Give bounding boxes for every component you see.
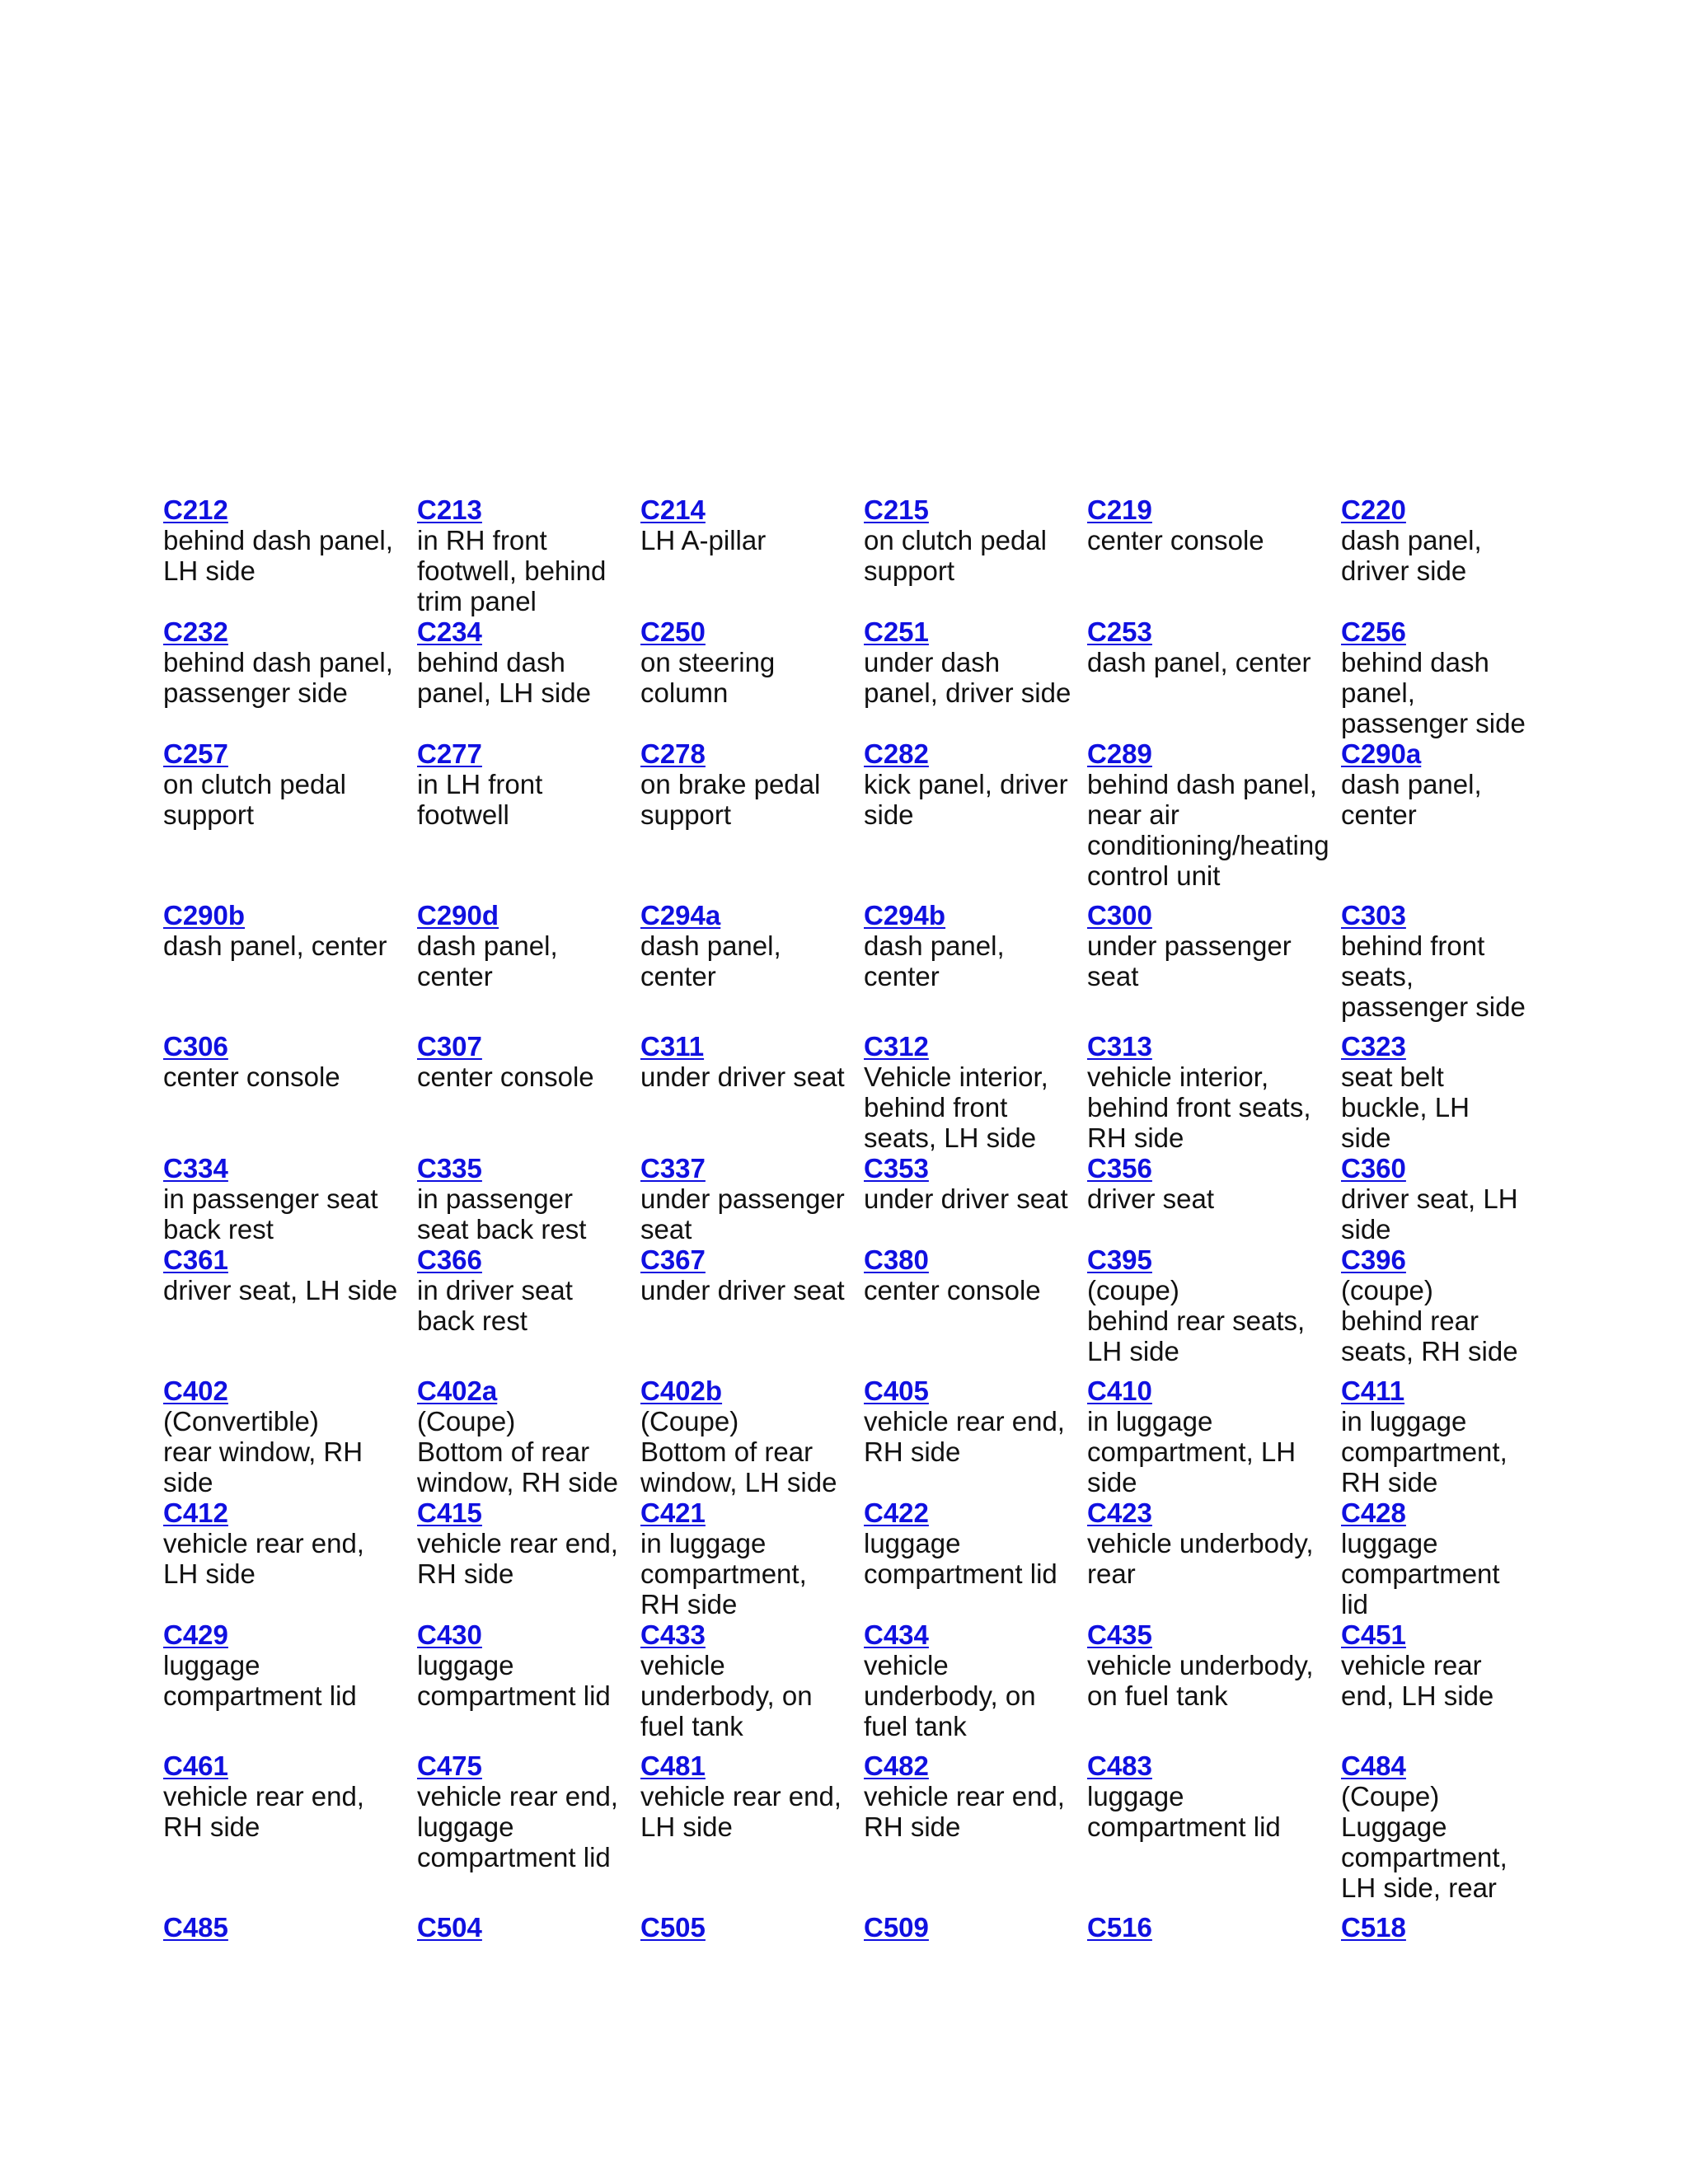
connector-cell [163,494,417,616]
connector-location: (Convertible) rear window, RH side [163,1406,363,1497]
connector-cell [417,1244,640,1376]
connector-cell [640,1244,864,1376]
connector-cell [864,1619,1087,1750]
connector-cell [1087,1153,1341,1244]
connector-cell [1341,1912,1531,1943]
connector-cell [1341,1497,1531,1619]
connector-cell [1341,738,1531,900]
connector-cell [1087,1497,1341,1619]
connector-cell [163,616,417,738]
connector-link[interactable]: C483 [1087,1750,1152,1781]
connector-location: vehicle underbody, on fuel tank [864,1650,1036,1741]
connector-link[interactable]: C353 [864,1153,929,1183]
connector-link[interactable]: C518 [1341,1912,1406,1943]
connector-cell [163,1912,417,1943]
connector-link[interactable]: C300 [1087,900,1152,930]
connector-link[interactable]: C430 [417,1619,482,1650]
connector-link[interactable]: C232 [163,616,228,647]
connector-link[interactable]: C380 [864,1244,929,1275]
connector-link[interactable]: C451 [1341,1619,1406,1650]
connector-location: dash panel, center [163,930,387,961]
connector-location: vehicle rear end, RH side [864,1406,1065,1467]
connector-location: luggage compartment lid [163,1650,357,1711]
connector-location: luggage compartment lid [1341,1528,1500,1619]
connector-location: vehicle rear end, LH side [163,1528,364,1589]
connector-location: on brake pedal support [640,769,821,830]
connector-cell [640,494,864,616]
connector-link[interactable]: C435 [1087,1619,1152,1650]
connector-cell [417,1376,640,1497]
connector-cell [417,900,640,1031]
connector-cell [1087,1750,1341,1912]
connector-link[interactable]: C402b [640,1376,723,1406]
connector-link[interactable]: C307 [417,1031,482,1062]
connector-cell [864,1031,1087,1153]
connector-cell [163,1153,417,1244]
connector-location: dash panel, center [1341,769,1482,830]
connector-link[interactable]: C257 [163,738,228,769]
connector-location: Vehicle interior, behind front seats, LH side [864,1062,1048,1153]
connector-location: under driver seat [640,1275,845,1305]
connector-link[interactable]: C509 [864,1912,929,1943]
connector-location: in LH front footwell [417,769,543,830]
connector-link[interactable]: C277 [417,738,482,769]
connector-location: luggage compartment lid [864,1528,1057,1589]
connector-cell [417,1031,640,1153]
connector-location: in passenger seat back rest [163,1183,378,1244]
connector-location: (coupe) behind rear seats, LH side [1087,1275,1306,1366]
connector-link[interactable]: C220 [1341,494,1406,525]
connector-cell [163,1750,417,1912]
connector-link[interactable]: C323 [1341,1031,1406,1062]
connector-cell [1341,616,1531,738]
connector-link[interactable]: C215 [864,494,929,525]
connector-location: on clutch pedal support [864,525,1047,586]
connector-link[interactable]: C475 [417,1750,482,1781]
connector-cell [1341,1153,1531,1244]
connector-cell [1087,1244,1341,1376]
connector-link[interactable]: C516 [1087,1912,1152,1943]
connector-cell [864,1750,1087,1912]
connector-cell [1087,1912,1341,1943]
connector-link[interactable]: C428 [1341,1497,1406,1528]
connector-location: vehicle underbody, on fuel tank [640,1650,813,1741]
connector-location: vehicle underbody, rear [1087,1528,1314,1589]
connector-location: LH A-pillar [640,525,767,555]
connector-location: under dash panel, driver side [864,647,1071,708]
connector-link[interactable]: C367 [640,1244,706,1275]
connector-location: vehicle rear end, luggage compartment lid [417,1781,618,1872]
connector-link[interactable]: C504 [417,1912,482,1943]
connector-link[interactable]: C411 [1341,1376,1405,1406]
connector-link[interactable]: C421 [640,1497,706,1528]
connector-cell [1087,1031,1341,1153]
connector-cell [163,1619,417,1750]
connector-cell [417,738,640,900]
connector-location: (Coupe) Bottom of rear window, LH side [640,1406,837,1497]
connector-location: dash panel, center [640,930,781,991]
connector-link[interactable]: C212 [163,494,228,525]
connector-link[interactable]: C282 [864,738,929,769]
connector-link[interactable]: C294a [640,900,721,930]
connector-location: under passenger seat [640,1183,845,1244]
connector-cell [864,900,1087,1031]
connector-cell [163,1376,417,1497]
connector-cell [640,1153,864,1244]
connector-location: seat belt buckle, LH side [1341,1062,1470,1153]
connector-location: vehicle underbody, on fuel tank [1087,1650,1314,1711]
connector-location: vehicle rear end, LH side [1341,1650,1494,1711]
connector-link[interactable]: C313 [1087,1031,1152,1062]
connector-location: behind dash panel, passenger side [1341,647,1526,738]
connector-link[interactable]: C410 [1087,1376,1152,1406]
connector-cell [1341,1376,1531,1497]
connector-link[interactable]: C312 [864,1031,929,1062]
connector-link[interactable]: C481 [640,1750,706,1781]
connector-cell [1341,1244,1531,1376]
connector-link[interactable]: C290d [417,900,499,930]
connector-location: in luggage compartment, RH side [640,1528,807,1619]
connector-location-grid [163,494,1531,1943]
connector-cell [1087,900,1341,1031]
connector-link[interactable]: C482 [864,1750,929,1781]
connector-cell [640,1497,864,1619]
connector-link[interactable]: C214 [640,494,706,525]
connector-location: dash panel, driver side [1341,525,1482,586]
connector-location: center console [163,1062,340,1092]
connector-link[interactable]: C422 [864,1497,929,1528]
connector-location: (coupe) behind rear seats, RH side [1341,1275,1518,1366]
connector-cell [417,1497,640,1619]
connector-cell [163,738,417,900]
connector-location: luggage compartment lid [1087,1781,1281,1842]
connector-location: vehicle rear end, RH side [864,1781,1065,1842]
connector-cell [640,900,864,1031]
connector-location: vehicle interior, behind front seats, RH side [1087,1062,1311,1153]
connector-link[interactable]: C429 [163,1619,228,1650]
connector-location: in luggage compartment, LH side [1087,1406,1296,1497]
connector-link[interactable]: C250 [640,616,706,647]
connector-location: in passenger seat back rest [417,1183,587,1244]
connector-cell [163,1244,417,1376]
connector-cell [640,738,864,900]
connector-cell [417,1750,640,1912]
connector-cell [417,1912,640,1943]
connector-location: vehicle rear end, RH side [417,1528,618,1589]
connector-location: in driver seat back rest [417,1275,573,1336]
connector-location: in RH front footwell, behind trim panel [417,525,607,616]
connector-link[interactable]: C278 [640,738,706,769]
connector-link[interactable]: C356 [1087,1153,1152,1183]
connector-link[interactable]: C306 [163,1031,228,1062]
connector-cell [864,616,1087,738]
connector-link[interactable]: C290b [163,900,246,930]
connector-cell [1087,494,1341,616]
connector-cell [163,900,417,1031]
connector-link[interactable]: C412 [163,1497,228,1528]
connector-link[interactable]: C402a [417,1376,498,1406]
connector-location: on steering column [640,647,776,708]
connector-cell [640,1750,864,1912]
connector-cell [1087,1619,1341,1750]
connector-link[interactable]: C485 [163,1912,228,1943]
connector-link[interactable]: C337 [640,1153,706,1183]
connector-link[interactable]: C234 [417,616,482,647]
connector-location: dash panel, center [417,930,558,991]
connector-link[interactable]: C405 [864,1376,929,1406]
connector-location: kick panel, driver side [864,769,1068,830]
connector-cell [640,1619,864,1750]
connector-location: on clutch pedal support [163,769,346,830]
connector-cell [864,1153,1087,1244]
connector-cell [864,1497,1087,1619]
connector-location: in luggage compartment, RH side [1341,1406,1507,1497]
connector-link[interactable]: C423 [1087,1497,1152,1528]
connector-link[interactable]: C434 [864,1619,929,1650]
connector-link[interactable]: C213 [417,494,482,525]
connector-link[interactable]: C334 [163,1153,228,1183]
connector-location: dash panel, center [1087,647,1311,677]
connector-link[interactable]: C290a [1341,738,1422,769]
connector-cell [864,1376,1087,1497]
connector-link[interactable]: C396 [1341,1244,1406,1275]
connector-location: dash panel, center [864,930,1005,991]
connector-cell [1087,1376,1341,1497]
connector-link[interactable]: C294b [864,900,946,930]
connector-link[interactable]: C402 [163,1376,228,1406]
connector-cell [1341,1619,1531,1750]
connector-link[interactable]: C303 [1341,900,1406,930]
connector-link[interactable]: C335 [417,1153,482,1183]
connector-cell [163,1497,417,1619]
connector-location: (Coupe) Luggage compartment, LH side, rear [1341,1781,1507,1903]
connector-cell [864,1244,1087,1376]
connector-location: behind dash panel, near air conditioning/heating control unit [1087,769,1329,891]
connector-location: behind dash panel, passenger side [163,647,393,708]
connector-link[interactable]: C361 [163,1244,228,1275]
connector-cell [1341,900,1531,1031]
connector-cell [640,616,864,738]
connector-location: behind front seats, passenger side [1341,930,1526,1022]
connector-link[interactable]: C505 [640,1912,706,1943]
connector-link[interactable]: C256 [1341,616,1406,647]
connector-link[interactable]: C311 [640,1031,705,1062]
connector-link[interactable]: C289 [1087,738,1152,769]
connector-link[interactable]: C484 [1341,1750,1406,1781]
connector-cell [1341,494,1531,616]
connector-cell [1087,616,1341,738]
connector-link[interactable]: C251 [864,616,929,647]
connector-location: (Coupe) Bottom of rear window, RH side [417,1406,618,1497]
connector-link[interactable]: C253 [1087,616,1152,647]
connector-location: vehicle rear end, LH side [640,1781,842,1842]
connector-cell [1087,738,1341,900]
connector-location: driver seat, LH side [1341,1183,1518,1244]
connector-location: driver seat, LH side [163,1275,398,1305]
connector-link[interactable]: C395 [1087,1244,1152,1275]
connector-cell [417,1619,640,1750]
connector-location: under driver seat [640,1062,845,1092]
connector-cell [417,616,640,738]
connector-link[interactable]: C433 [640,1619,706,1650]
connector-cell [417,494,640,616]
connector-location: center console [417,1062,594,1092]
connector-link[interactable]: C366 [417,1244,482,1275]
connector-cell [1341,1750,1531,1912]
connector-cell [1341,1031,1531,1153]
connector-location: behind dash panel, LH side [417,647,591,708]
connector-location: driver seat [1087,1183,1215,1214]
connector-cell [417,1153,640,1244]
connector-location: behind dash panel, LH side [163,525,393,586]
connector-location: center console [864,1275,1041,1305]
connector-location: vehicle rear end, RH side [163,1781,364,1842]
connector-link[interactable]: C415 [417,1497,482,1528]
connector-location: luggage compartment lid [417,1650,611,1711]
connector-location: center console [1087,525,1264,555]
connector-cell [640,1912,864,1943]
connector-location: under driver seat [864,1183,1068,1214]
connector-cell [163,1031,417,1153]
connector-cell [640,1376,864,1497]
connector-cell [864,494,1087,616]
connector-cell [864,1912,1087,1943]
connector-location: under passenger seat [1087,930,1292,991]
connector-cell [864,738,1087,900]
connector-link[interactable]: C461 [163,1750,228,1781]
connector-cell [640,1031,864,1153]
connector-link[interactable]: C219 [1087,494,1152,525]
connector-link[interactable]: C360 [1341,1153,1406,1183]
